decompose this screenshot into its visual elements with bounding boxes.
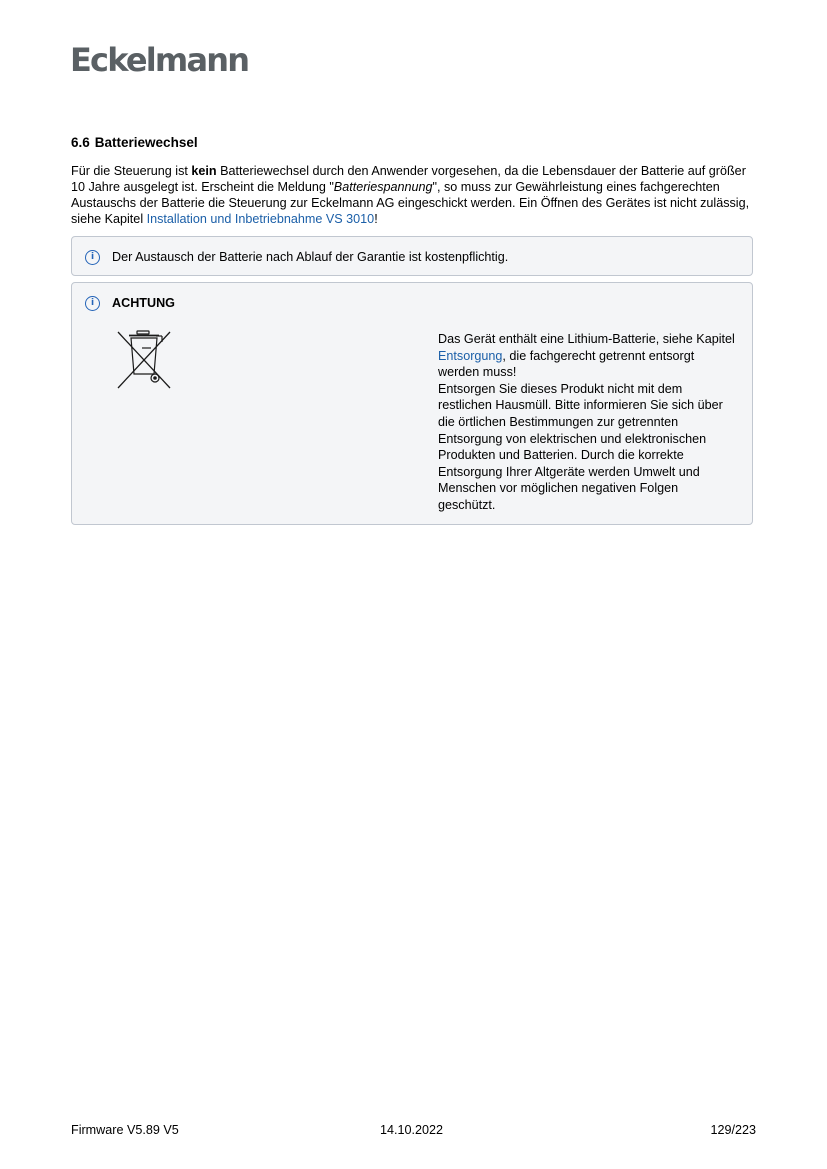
footer-firmware: Firmware V5.89 V5 [71,1123,179,1137]
warning-text [438,331,738,514]
info-panel [71,236,753,276]
warning-text-3: Entsorgen Sie dieses Produkt nicht mit dem restlichen Hausmüll. Bitte informieren Sie sich über die örtlichen Bestimmungen zur getrennten Entsorgung von elektrischen und elektronischen Produkten und Batterien. Durch die korrekte Entsorgung Ihrer Altgeräte werden Umwelt und Menschen vor möglichen negativen Folgen geschützt. [438,381,723,512]
intro-paragraph [71,163,761,227]
warning-text-2: , die fachgerecht getrennt entsorgt werden muss! [438,348,695,380]
intro-italic: Batteriespannung [333,180,433,194]
intro-bold: kein [191,164,217,178]
warning-text-1: Das Gerät enthält eine Lithium-Batterie, siehe Kapitel [438,332,735,346]
installation-link[interactable]: Installation und Inbetriebnahme VS 3010 [146,212,375,226]
intro-text-3: ", so muss zur Gewährleistung eines fachgerechten Austauschs der Batterie die Steuerung zur Eckelmann AG eingeschickt werden. Ein Öffnen des Gerätes ist nicht zulässig, siehe Kapitel [71,180,750,226]
footer-page-number: 129/223 [710,1123,756,1137]
crossed-out-wheelie-bin-icon [116,330,172,390]
info-icon: i [85,250,100,265]
intro-text-1: Für die Steuerung ist [71,164,192,178]
section-title: Batteriewechsel [94,135,198,150]
info-icon: i [85,296,100,311]
eckelmann-logo: Eckelmann [70,41,249,79]
entsorgung-link[interactable]: Entsorgung [438,348,503,363]
warning-panel [71,282,753,525]
intro-text-2: Batteriewechsel durch den Anwender vorgesehen, da die Lebensdauer der Batterie auf größer 10 Jahre ausgelegt ist. Erscheint die Meldung " [71,164,746,194]
intro-text-4: ! [374,212,378,226]
info-panel-text: Der Austausch der Batterie nach Ablauf der Garantie ist kostenpflichtig. [112,250,509,264]
section-number: 6.6 [71,135,90,150]
footer-date: 14.10.2022 [380,1123,444,1137]
section-heading [71,134,198,152]
warning-title: ACHTUNG [112,296,175,310]
